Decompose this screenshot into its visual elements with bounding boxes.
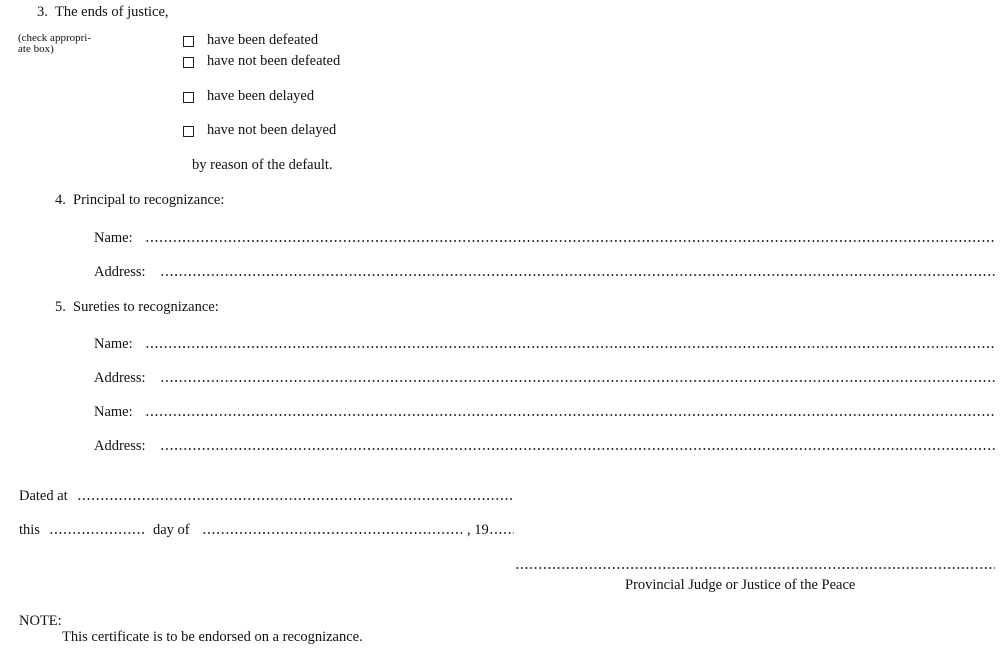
this-label: this [19, 522, 40, 538]
surety-2-address-label: Address: [94, 438, 146, 454]
item-4-number: 4. [55, 192, 66, 208]
option-defeated-label: have been defeated [207, 32, 319, 48]
checkbox-not-defeated[interactable] [183, 57, 194, 68]
month-field[interactable] [202, 528, 462, 538]
surety-2-name-label: Name: [94, 404, 133, 420]
day-of-label: day of [153, 522, 190, 538]
note-text: This certificate is to be endorsed on a recognizance. [62, 629, 363, 645]
surety-1-address-label: Address: [94, 370, 146, 386]
checkbox-defeated[interactable] [183, 36, 194, 47]
item-3-number: 3. [37, 4, 48, 20]
item-3-text: The ends of justice, [55, 4, 169, 20]
principal-name-label: Name: [94, 230, 133, 246]
surety-1-name-field[interactable] [145, 342, 995, 352]
option-not-delayed-label: have not been delayed [207, 122, 337, 138]
year-prefix: , 19 [467, 522, 489, 538]
surety-1-name-label: Name: [94, 336, 133, 352]
check-instruction: (check appropri- ate box) [18, 32, 91, 55]
principal-address-field[interactable] [160, 270, 995, 280]
note-label: NOTE: [19, 613, 62, 629]
checkbox-not-delayed[interactable] [183, 126, 194, 137]
option-delayed-label: have been delayed [207, 88, 315, 104]
item-4-text: Principal to recognizance: [73, 192, 225, 208]
signature-caption: Provincial Judge or Justice of the Peace [625, 577, 856, 593]
item-5-text: Sureties to recognizance: [73, 299, 219, 315]
day-field[interactable] [49, 528, 145, 538]
checkbox-delayed[interactable] [183, 92, 194, 103]
dated-at-field[interactable] [77, 494, 512, 504]
principal-name-field[interactable] [145, 236, 995, 246]
option-not-defeated-label: have not been defeated [207, 53, 341, 69]
dated-at-label: Dated at [19, 488, 68, 504]
default-text: by reason of the default. [192, 157, 333, 173]
signature-line[interactable] [515, 563, 995, 573]
year-field[interactable] [489, 528, 514, 538]
item-5-number: 5. [55, 299, 66, 315]
surety-2-address-field[interactable] [160, 444, 995, 454]
principal-address-label: Address: [94, 264, 146, 280]
surety-1-address-field[interactable] [160, 376, 995, 386]
surety-2-name-field[interactable] [145, 410, 995, 420]
